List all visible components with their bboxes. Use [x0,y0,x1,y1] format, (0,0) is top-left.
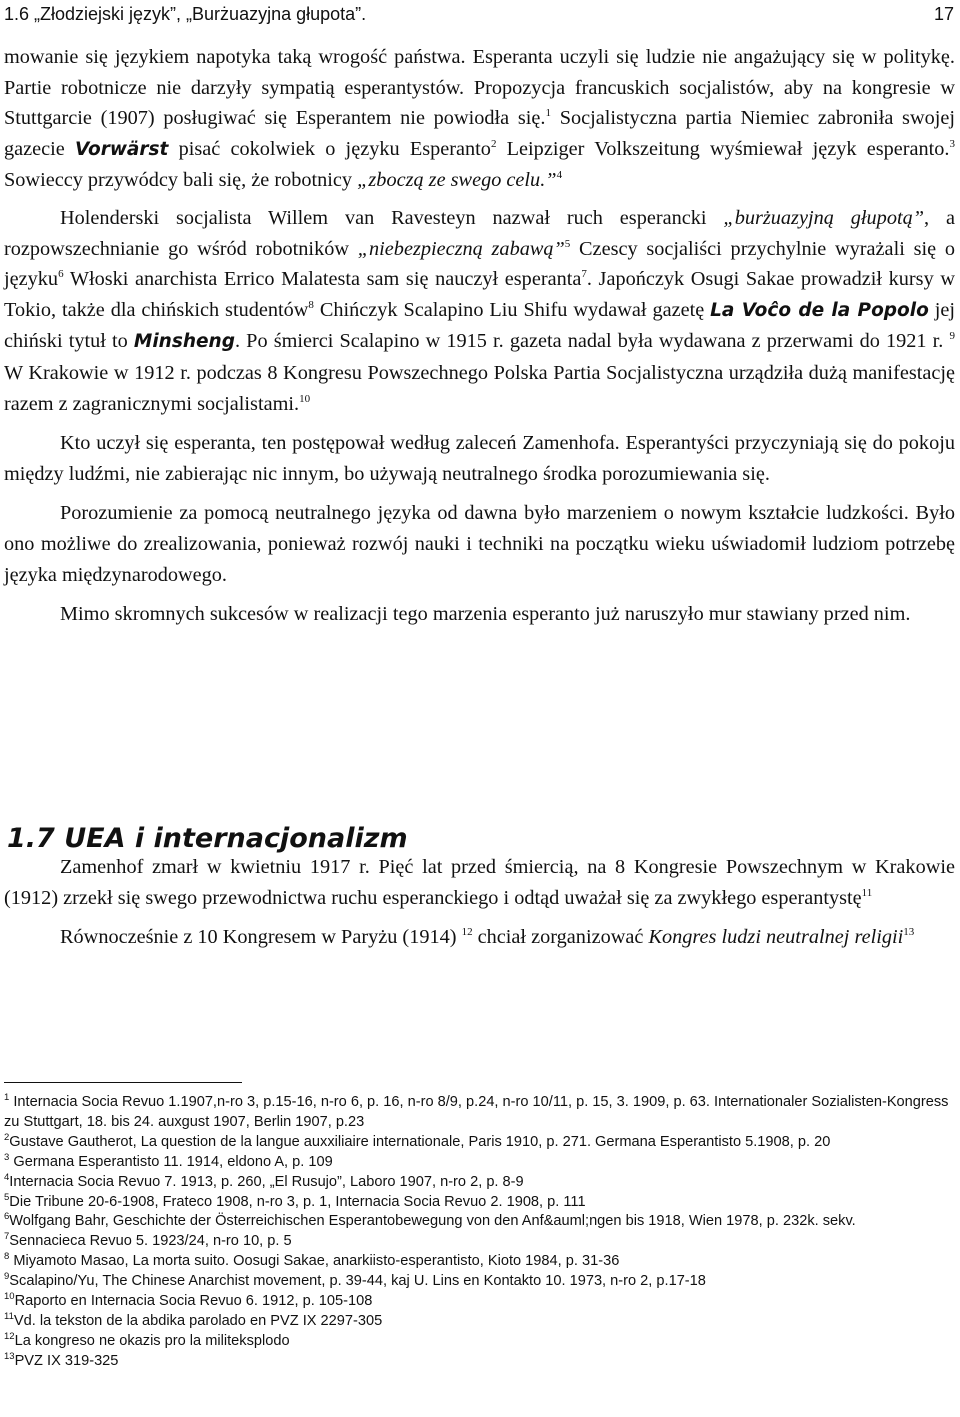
paragraph-1: mowanie się językiem napotyka taką wrogość państwa. Esperanta uczyli się ludzie nie angażujący się w politykę. Partie robotnicze nie darzyły sympatią esperantystów. Propozycja francuskich socjalistów, aby na kongresie w Stuttgarcie (1907) posługiwać się Esperantem nie powiodła się.$^1$ Socjalistyczna partia Niemiec zabroniła swojej gazecie Vorwärst pisać cokolwiek o języku Esperanto$^2$ Leipziger Volkszeitung wyśmiewał język esperanto.$^3$ Sowieccy przywódcy bali się, że robotnicy „zboczą ze swego celu.”$^4$ [4,46,955,192]
footnote-ref-10[interactable]: 10 [299,392,311,405]
section-heading: 1.7 UEA i internacjonalizm [7,823,408,854]
running-header [4,2,954,28]
newspaper-title-la-voco: La Voĉo de la Popolo [710,299,929,321]
footnote-ref-3[interactable]: 3 [949,137,955,150]
footnote: $^{11}$Vd. la tekston de la abdika parolado en PVZ IX 2297-305 [4,1310,383,1329]
footnote-ref-4[interactable]: 4 [556,169,563,182]
footnotes [4,1093,955,1372]
newspaper-title-minsheng: Minsheng [133,331,235,353]
footnote-ref-12[interactable]: 12 [461,926,473,939]
paragraph-5: Mimo skromnych sukcesów w realizacji tego marzenia esperanto już naruszyło mur stawiany przed nim. [60,603,911,626]
footnote: $^9$Scalapino/Yu, The Chinese Anarchist movement, p. 39-44, kaj U. Lins en Kontakto 10. 1973, n-ro 2, p.17-18 [4,1271,706,1290]
header-title: 1.6 „Złodziejski język”, „Burżuazyjna głupota”. [4,4,367,24]
footnote: $^6$Wolfgang Bahr, Geschichte der Österreichischen Esperantobewegung von den Anf&auml;ngen bis 1918, Wien 1978, p. 232k. sekv. [4,1211,856,1230]
footnote: $^1$ Internacia Socia Revuo 1.1907,n-ro 3, p.15-16, n-ro 6, p. 16, n-ro 8/9, p.24, n-ro 10/11, p. 15, 3. 1909, p. 63. Internationaler Sozialisten-Kongress zu Stuttgart, 18. bis 24. auxgust 1907, Berlin 1907, p.23 [4,1092,949,1130]
paragraph-4: Porozumienie za pomocą neutralnego języka od dawna było marzeniem o nowym kształcie ludzkości. Było ono możliwe do zrealizowania, ponieważ rozwój nauki i techniki na początku wieku uświadomił ludziom potrzebę języka międzynarodowego. [4,502,955,586]
footnote-ref-6[interactable]: 6 [58,268,64,281]
footnote-ref-8[interactable]: 8 [308,298,314,311]
footnote: $^{12}$La kongreso ne okazis pro la militeksplodo [4,1330,290,1349]
page-number: 17 [933,4,954,24]
footnote-ref-7[interactable]: 7 [581,268,587,281]
footnote: $^{13}$PVZ IX 319-325 [4,1350,119,1369]
footnote: $^5$Die Tribune 20-6-1908, Frateco 1908, n-ro 3, p. 1, Internacia Socia Revuo 2. 1908, p. 111 [4,1191,586,1210]
paragraph-3: Kto uczył się esperanta, ten postępował według zaleceń Zamenhofa. Esperantyści przyczyniają się do pokoju między ludźmi, nie zabierając nic innym, bo używają neutralnego środka porozumiewania się. [4,432,955,485]
paragraph-6: Zamenhof zmarł w kwietniu 1917 r. Pięć lat przed śmiercią, na 8 Kongresie Powszechnym w Krakowie (1912) zrzekł się swego przewodnictwa ruchu esperanckiego i odtąd uważał się za zwykłego esperantystę$^{11}$ [4,856,955,909]
footnote-ref-11[interactable]: 11 [861,886,873,899]
footnote: $^2$Gustave Gautherot, La question de la langue auxxiliaire internationale, Paris 1910, p. 271. Germana Esperantisto 5.1908, p. 20 [4,1131,831,1150]
newspaper-title-vorwarst: Vorwärst [75,138,169,160]
footnote-ref-9[interactable]: 9 [949,330,955,343]
footnote: $^7$Sennacieca Revuo 5. 1923/24, n-ro 10, p. 5 [4,1231,292,1250]
footnote-ref-13[interactable]: 13 [903,926,915,939]
footnote: $^4$Internacia Socia Revuo 7. 1913, p. 260, „El Rusujo”, Laboro 1907, n-ro 2, p. 8-9 [4,1171,524,1190]
footnote: $^8$ Miyamoto Masao, La morta suito. Oosugi Sakae, anarkiisto-esperantisto, Kioto 1984, p. 31-36 [4,1251,620,1270]
footnote: $^{10}$Raporto en Internacia Socia Revuo 6. 1912, p. 105-108 [4,1291,373,1310]
section-1-7-body [4,852,955,953]
footnote-separator [4,1082,242,1083]
section-1-6-body [4,42,955,630]
footnote-ref-5[interactable]: 5 [564,237,571,250]
footnote-ref-2[interactable]: 2 [490,137,497,150]
footnote-ref-1[interactable]: 1 [545,107,551,120]
paragraph-2: Holenderski socjalista Willem van Ravesteyn nazwał ruch esperancki „burżuazyjną głupotą”, a rozpowszechnianie go wśród robotników „niebezpieczną zabawą”$^5$ Czescy socjaliści przychylnie wyrażali się o języku$^6$ Włoski anarchista Errico Malatesta sam się nauczył esperanta$^7$. Japończyk Osugi Sakae prowadził kursy w Tokio, także dla chińskich studentów$^8$ Chińczyk Scalapino Liu Shifu wydawał gazetę La Voĉo de la Popolo jej chiński tytuł to Minsheng. Po śmierci Scalapino w 1915 r. gazeta nadal była wydawana z przerwami do 1921 r. $^9$ W Krakowie w 1912 r. podczas 8 Kongresu Powszechnego Polska Partia Socjalistyczna urządziła dużą manifestację razem z zagranicznymi socjalistami.$^{10}$ [4,206,955,415]
footnote: $^3$ Germana Esperantisto 11. 1914, eldono A, p. 109 [4,1151,333,1170]
paragraph-7: Równocześnie z 10 Kongresem w Paryżu (1914) $^{12}$ chciał zorganizować Kongres ludzi neutralnej religii$^{13}$ [60,926,915,949]
